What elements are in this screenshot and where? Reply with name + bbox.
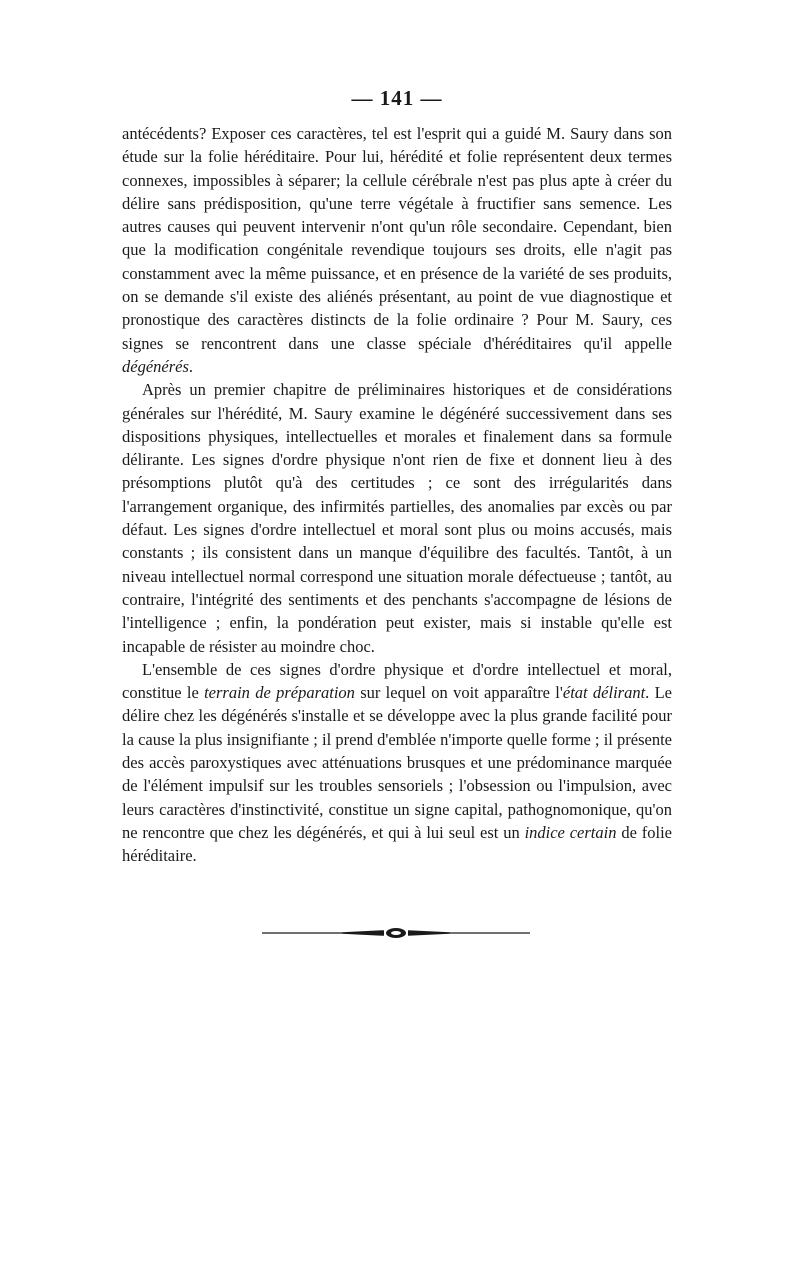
italic-term-degeneres: dégénérés bbox=[122, 356, 189, 376]
page-number: — 141 — bbox=[351, 86, 443, 110]
paragraph-text: L'ensemble de ces signes d'ordre physique et d'ordre intellectuel et moral, constitue le bbox=[122, 659, 672, 703]
italic-term-etat-delirant: état délirant bbox=[562, 683, 646, 703]
paragraph-text: antécédents? Exposer ces caractères, tel est l'esprit qui a guidé M. Saury dans son étude sur la folie héréditaire. Pour lui, hérédité et folie représentent deux termes connexes, impossibles à séparer; la cellule cérébrale n'est pas plus apte à créer du délire sans prédisposition, qu'une terre végétale à fructifier sans semence. Les autres causes qui peuvent intervenir n'ont qu'un rôle secondaire. Cependant, bien que la modification congénitale revendique toujours ses droits, elle n'agit pas constamment avec la même puissance, et en présence de la variété de ses produits, on se demande s'il existe des aliénés présentant, au point de vue diagnostique et pronostique des caractères distincts de la folie ordinaire ? Pour M. Saury, ces signes se rencontrent dans une classe spéciale d'héréditaires qu'il appelle bbox=[122, 124, 672, 353]
page-content bbox=[122, 84, 672, 868]
end-of-text-ornament-icon bbox=[262, 926, 530, 940]
paragraph-2 bbox=[122, 378, 672, 658]
italic-term-terrain: terrain de préparation bbox=[204, 683, 355, 703]
paragraph-text: . Le délire chez les dégénérés s'installe et se développe avec la plus grande facilité pour la cause la plus insignifiante ; il prend d'emblée n'importe quelle forme ; il présente des accès paroxystiques avec atténuations brusques et une prédominance marquée de l'élément impulsif sur les troubles sensoriels ; l'obsession ou l'impulsion, avec leurs caractères d'instinctivité, constitue un signe capital, pathognomonique, qu'on ne rencontre que chez les dégénérés, et qui à lui seul est un bbox=[122, 683, 672, 842]
paragraph-text: Après un premier chapitre de préliminaires historiques et de considérations générales sur l'hérédité, M. Saury examine le dégénéré successivement dans ses dispositions physiques, intellectuelles et morales et finalement dans sa formule délirante. Les signes d'ordre physique n'ont rien de fixe et donnent lieu à des présomptions plutôt qu'à des certitudes ; ce sont des irrégularités dans l'arrangement organique, des infirmités partielles, des anomalies par excès ou par défaut. Les signes d'ordre intellectuel et moral sont plus ou moins accusés, mais constants ; ils consistent dans un manque d'équilibre des facultés. Tantôt, à un niveau intellectuel normal correspond une situation morale défectueuse ; tantôt, au contraire, l'intégrité des sentiments et des penchants s'accompagne de lésions de l'intelligence ; enfin, la pondération peut exister, mais si instable qu'elle est incapable de résister au moindre choc. bbox=[122, 380, 672, 656]
paragraph-3 bbox=[122, 658, 672, 868]
paragraph-text: . bbox=[188, 356, 194, 376]
paragraph-text: sur lequel on voit apparaître l' bbox=[354, 683, 563, 703]
paragraph-1 bbox=[122, 122, 672, 378]
body-text bbox=[122, 122, 672, 868]
paragraph-text: de folie héréditaire. bbox=[122, 822, 672, 866]
italic-term-indice-certain: indice certain bbox=[524, 822, 617, 842]
